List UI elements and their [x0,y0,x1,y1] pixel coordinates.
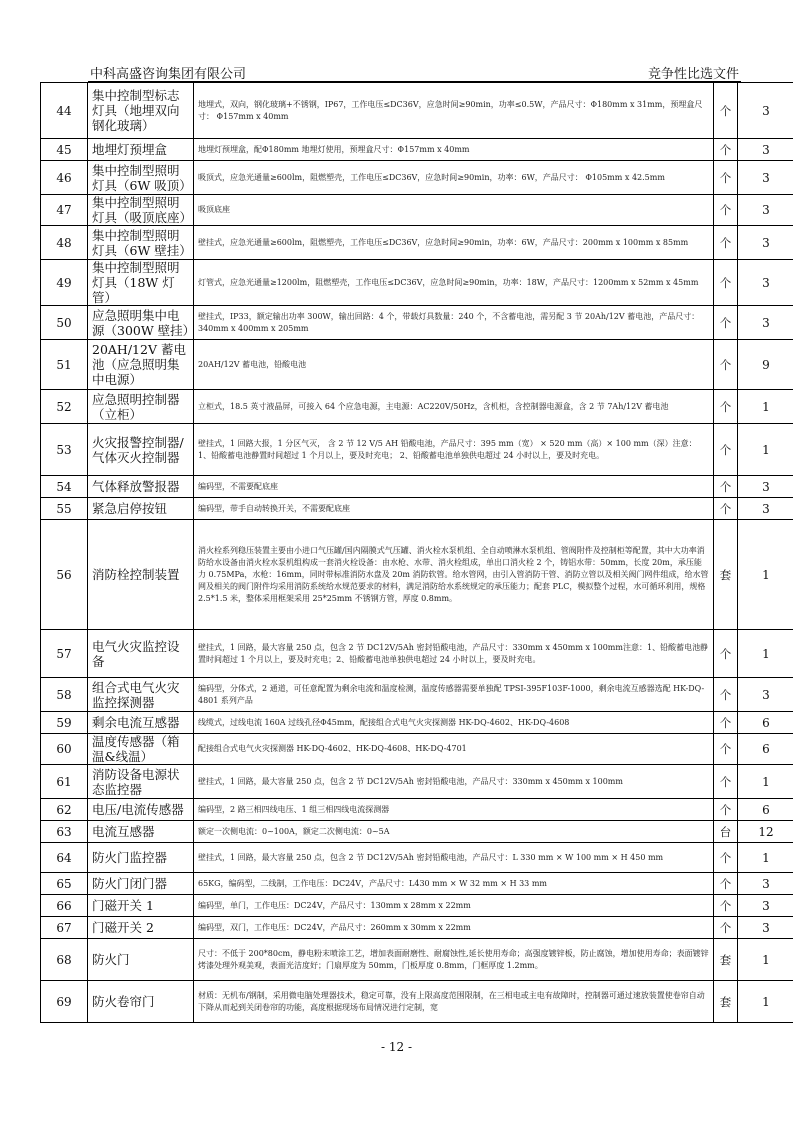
item-spec: 消火栓系列稳压装置主要由小进口气压罐/国内隔膜式气压罐、消火栓水泵机组、全自动喷淋水泵机组、管阀附件及控制柜等配置，其中大功率消防给水设备由消火栓水泵机组构成一套消火栓设备：由水枪、水带、消火栓组成，单出口消火栓 2 个，铸铝水带：50mm，长度 20m，承压能力 0.75MPa，水枪：16mm，同时带标准消防水盘及 20m 消防软管。给水管网，由引入管消防干管、消防立管以及相关阀门网件组成，给水管网及相关的阀门附件均采用消防系统给水规范要求的材料，满足消防给水系统规定的承压能力；配套 PLC，模拟整个过程，水可循环利用，规格 2.5*1.5 米，整体采用框架采用 25*25mm 不锈钢方管，厚度 0.8mm。 [194,520,714,630]
item-quantity: 1 [738,981,793,1023]
item-unit: 个 [714,340,738,390]
row-number: 52 [41,390,88,424]
item-quantity: 3 [738,917,793,939]
table-row [41,476,793,498]
page-header [88,63,741,82]
item-quantity: 3 [738,260,793,306]
item-unit: 个 [714,83,738,139]
item-spec: 灯管式，应急光通量≥1200lm，阻燃塑壳，工作电压≤DC36V，应急时间≥90min，功率：18W，产品尺寸：1200mm x 52mm x 45mm [194,260,714,306]
row-number: 49 [41,260,88,306]
row-number: 48 [41,226,88,260]
item-name: 电气火灾监控设备 [88,630,194,678]
item-quantity: 3 [738,226,793,260]
table-row [41,939,793,981]
item-unit: 个 [714,226,738,260]
item-name: 防火门闭门器 [88,873,194,895]
item-unit: 个 [714,306,738,340]
row-number: 53 [41,424,88,476]
item-quantity: 3 [738,195,793,226]
item-unit: 台 [714,821,738,843]
item-name: 集中控制型照明灯具（6W 吸顶） [88,161,194,195]
item-spec: 吸顶底座 [194,195,714,226]
item-unit: 个 [714,895,738,917]
item-quantity: 1 [738,843,793,873]
item-spec: 额定一次侧电流：0~100A，额定二次侧电流：0~5A [194,821,714,843]
item-spec: 壁挂式，1 回路大报，1 分区气灭， 含 2 节 12 V/5 AH 铅酸电池，产品尺寸：395 mm（宽） × 520 mm（高）× 100 mm（深）注意：1、铅酸蓄电池静置时间超过 1 个月以上，要及时充电； 2、铅酸蓄电池单独供电超过 24 小时以上，要及时充电。 [194,424,714,476]
row-number: 61 [41,765,88,799]
item-name: 剩余电流互感器 [88,712,194,734]
item-name: 防火门监控器 [88,843,194,873]
item-quantity: 6 [738,712,793,734]
item-spec: 编码型，双门，工作电压：DC24V，产品尺寸：260mm x 30mm x 22mm [194,917,714,939]
item-name: 集中控制型照明灯具（吸顶底座） [88,195,194,226]
item-quantity: 1 [738,765,793,799]
item-unit: 个 [714,476,738,498]
row-number: 66 [41,895,88,917]
item-unit: 个 [714,161,738,195]
table-row [41,799,793,821]
item-spec: 配接组合式电气火灾探测器 HK-DQ-4602、HK-DQ-4608、HK-DQ-4701 [194,734,714,765]
item-quantity: 3 [738,306,793,340]
item-name: 温度传感器（箱温&线温） [88,734,194,765]
item-name: 门磁开关 1 [88,895,194,917]
item-spec: 编码型，带手自动转换开关，不需要配底座 [194,498,714,520]
row-number: 46 [41,161,88,195]
item-unit: 个 [714,873,738,895]
item-name: 集中控制型标志灯具（地埋双向钢化玻璃） [88,83,194,139]
table-row [41,139,793,161]
item-name: 组合式电气火灾监控探测器 [88,678,194,712]
item-spec: 壁挂式，1 回路，最大容量 250 点，包含 2 节 DC12V/5Ah 密封铅酸电池，产品尺寸：330mm x 450mm x 100mm [194,765,714,799]
table-row [41,424,793,476]
table-row [41,306,793,340]
row-number: 68 [41,939,88,981]
item-quantity: 3 [738,83,793,139]
item-unit: 个 [714,765,738,799]
row-number: 64 [41,843,88,873]
table-row [41,226,793,260]
item-unit: 套 [714,981,738,1023]
item-spec: 壁挂式，应急光通量≥600lm，阻燃塑壳，工作电压≤DC36V，应急时间≥90min，功率：6W，产品尺寸：200mm x 100mm x 85mm [194,226,714,260]
item-quantity: 3 [738,161,793,195]
item-name: 火灾报警控制器/气体灭火控制器 [88,424,194,476]
item-unit: 个 [714,799,738,821]
row-number: 47 [41,195,88,226]
document-title: 竞争性比选文件 [647,67,739,82]
row-number: 57 [41,630,88,678]
item-name: 防火卷帘门 [88,981,194,1023]
item-unit: 个 [714,712,738,734]
item-spec: 地埋式，双向，钢化玻璃+不锈钢，IP67，工作电压≤DC36V，应急时间≥90min，功率≤0.5W，产品尺寸：Φ180mm x 31mm，预埋盒尺寸： Φ157mm x 40mm [194,83,714,139]
table-row [41,765,793,799]
item-quantity: 3 [738,476,793,498]
item-spec: 编码型，分体式，2 通道，可任意配置为剩余电流和温度检测，温度传感器需要单独配 TPSI-395F103F-1000，剩余电流互感器选配 HK-DQ-4801 系列产品 [194,678,714,712]
table-row [41,498,793,520]
item-name: 应急照明控制器（立柜） [88,390,194,424]
item-name: 消防设备电源状态监控器 [88,765,194,799]
item-unit: 个 [714,843,738,873]
row-number: 63 [41,821,88,843]
item-spec: 65KG，编码型，二线制，工作电压：DC24V，产品尺寸：L430 mm × W 32 mm × H 33 mm [194,873,714,895]
item-spec: 编码型，单门，工作电压：DC24V，产品尺寸：130mm x 28mm x 22mm [194,895,714,917]
table-row [41,821,793,843]
item-spec: 吸顶式，应急光通量≥600lm，阻燃塑壳，工作电压≤DC36V，应急时间≥90min，功率：6W，产品尺寸： Φ105mm x 42.5mm [194,161,714,195]
item-unit: 个 [714,678,738,712]
item-name: 紧急启停按钮 [88,498,194,520]
item-spec: 编码型，不需要配底座 [194,476,714,498]
table-row [41,895,793,917]
item-quantity: 1 [738,939,793,981]
table-row [41,260,793,306]
item-name: 电流互感器 [88,821,194,843]
table-row [41,390,793,424]
row-number: 55 [41,498,88,520]
row-number: 54 [41,476,88,498]
item-name: 电压/电流传感器 [88,799,194,821]
table-row [41,83,793,139]
item-quantity: 6 [738,734,793,765]
table-row [41,712,793,734]
item-name: 集中控制型照明灯具（6W 壁挂） [88,226,194,260]
row-number: 51 [41,340,88,390]
item-quantity: 6 [738,799,793,821]
item-spec: 地埋灯预埋盒，配Φ180mm 地埋灯使用，预埋盒尺寸：Φ157mm x 40mm [194,139,714,161]
item-spec: 壁挂式，IP33，额定输出功率 300W，输出回路：4 个，带载灯具数量：240 个，不含蓄电池，需另配 3 节 20Ah/12V 蓄电池，产品尺寸：340mm x 400mm x 205mm [194,306,714,340]
row-number: 67 [41,917,88,939]
table-row [41,843,793,873]
table-row [41,630,793,678]
item-name: 地埋灯预埋盒 [88,139,194,161]
item-quantity: 3 [738,498,793,520]
table-row [41,678,793,712]
row-number: 58 [41,678,88,712]
row-number: 60 [41,734,88,765]
page-number: - 12 - [380,1040,412,1054]
item-spec: 线缆式，过线电流 160A 过线孔径Φ45mm，配接组合式电气火灾探测器 HK-DQ-4602、HK-DQ-4608 [194,712,714,734]
item-spec: 编码型，2 路三相四线电压、1 组三相四线电流探测器 [194,799,714,821]
row-number: 69 [41,981,88,1023]
table-row [41,520,793,630]
item-quantity: 3 [738,873,793,895]
table-row [41,917,793,939]
item-unit: 个 [714,390,738,424]
table-row [41,734,793,765]
item-spec: 20AH/12V 蓄电池，铅酸电池 [194,340,714,390]
item-name: 门磁开关 2 [88,917,194,939]
item-unit: 套 [714,520,738,630]
table-row [41,161,793,195]
row-number: 56 [41,520,88,630]
item-quantity: 1 [738,390,793,424]
company-name: 中科高盛咨询集团有限公司 [90,67,247,82]
item-unit: 个 [714,195,738,226]
item-unit: 个 [714,498,738,520]
item-unit: 个 [714,630,738,678]
table-row [41,340,793,390]
table-row [41,195,793,226]
table-row [41,981,793,1023]
item-spec: 材质：无机布/钢制，采用微电脑处理器技术，稳定可靠，没有上限高度范围限制，在三相电或主电有故障时，控制器可通过速放装置使卷帘自动下降从而起到关闭卷帘的功能，高度根据现场布局情况进行定制，宽 [194,981,714,1023]
item-quantity: 9 [738,340,793,390]
row-number: 50 [41,306,88,340]
row-number: 59 [41,712,88,734]
item-quantity: 12 [738,821,793,843]
item-quantity: 3 [738,678,793,712]
item-quantity: 1 [738,630,793,678]
item-quantity: 3 [738,139,793,161]
row-number: 65 [41,873,88,895]
item-quantity: 1 [738,424,793,476]
item-name: 气体释放警报器 [88,476,194,498]
item-unit: 个 [714,139,738,161]
row-number: 45 [41,139,88,161]
item-name: 集中控制型照明灯具（18W 灯管） [88,260,194,306]
item-spec: 立柜式，18.5 英寸液晶屏，可接入 64 个应急电源，主电源：AC220V/50Hz，含机柜，含控制器电源盒，含 2 节 7Ah/12V 蓄电池 [194,390,714,424]
item-unit: 套 [714,939,738,981]
item-spec: 壁挂式，1 回路，最大容量 250 点，包含 2 节 DC12V/5Ah 密封铅酸电池，产品尺寸：L 330 mm × W 100 mm × H 450 mm [194,843,714,873]
row-number: 44 [41,83,88,139]
item-spec: 尺寸：不低于 200*80cm，静电粉末喷涂工艺，增加表面耐磨性、耐腐蚀性,延长使用寿命；高强度镀锌板，防止腐蚀，增加使用寿命；表面镀锌烤漆处理外观美观，表面光洁度好；门扇厚度为 50mm，门板厚度 0.8mm，门框厚度 1.2mm。 [194,939,714,981]
item-unit: 个 [714,734,738,765]
item-quantity: 1 [738,520,793,630]
equipment-table [40,82,793,1023]
item-quantity: 3 [738,895,793,917]
item-spec: 壁挂式，1 回路，最大容量 250 点，包含 2 节 DC12V/5Ah 密封铅酸电池，产品尺寸：330mm x 450mm x 100mm注意：1、铅酸蓄电池静置时间超过 1 个月以上，要及时充电；2、铅酸蓄电池单独供电超过 24 小时以上，要及时充电。 [194,630,714,678]
item-unit: 个 [714,260,738,306]
item-name: 20AH/12V 蓄电池（应急照明集中电源） [88,340,194,390]
table-row [41,873,793,895]
item-name: 应急照明集中电源（300W 壁挂） [88,306,194,340]
row-number: 62 [41,799,88,821]
item-unit: 个 [714,424,738,476]
item-unit: 个 [714,917,738,939]
item-name: 防火门 [88,939,194,981]
item-name: 消防栓控制装置 [88,520,194,630]
